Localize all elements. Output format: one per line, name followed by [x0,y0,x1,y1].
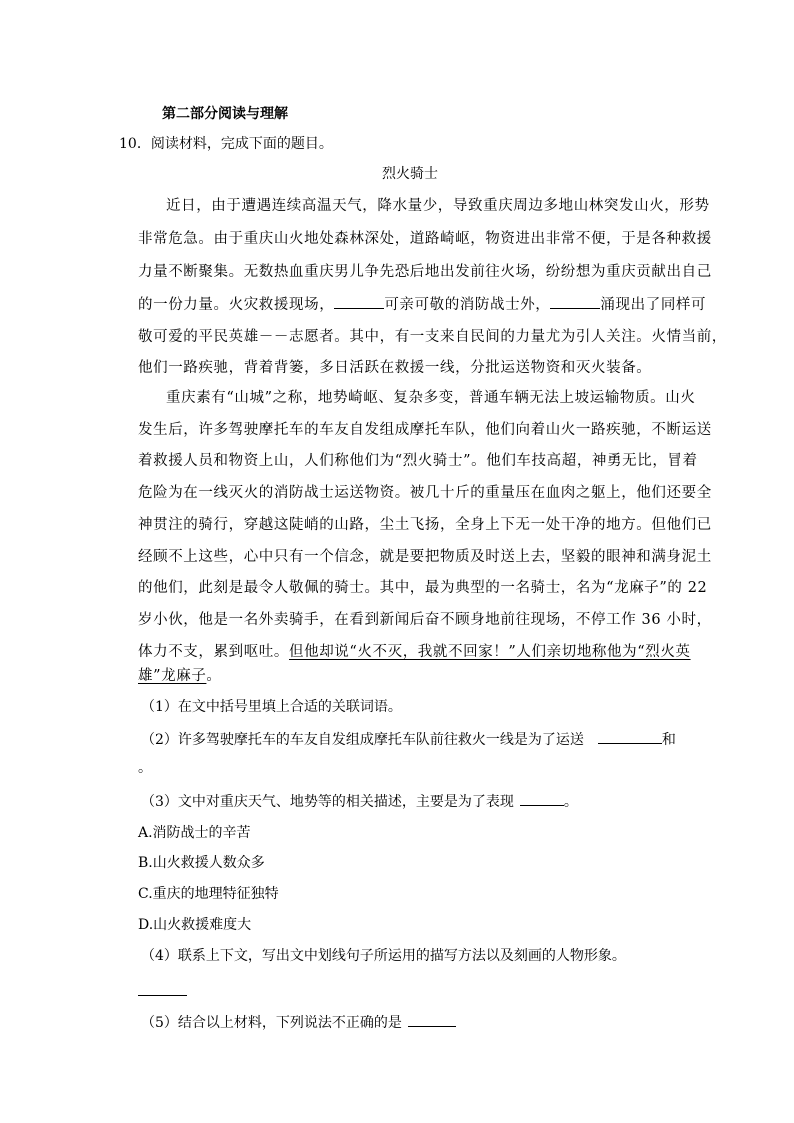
article-title: 烈火骑士 [382,166,438,182]
article-line: 雄”龙麻子。 [138,668,222,684]
underlined-sentence: 雄”龙麻子 [138,668,207,684]
answer-blank[interactable] [408,1012,456,1027]
question-header [119,134,333,154]
article-line: 非常危急。由于重庆山火地处森林深处，道路崎岖，物资进出非常不便，于是各种救援 [138,231,712,247]
article-line: 他们一路疾驰，背着背篓，多日活跃在救援一线，分批运送物资和灭火装备。 [138,360,652,376]
article-line: 体力不支，累到呕吐。但他却说“火不灭，我就不回家！”人们亲切地称他为“烈火英 [138,644,691,660]
answer-blank[interactable] [520,791,564,806]
article-line: 力量不断聚集。无数热血重庆男儿争先恐后地出发前往火场，纷纷想为重庆贡献出自己 [138,264,712,280]
underlined-sentence: 但他却说“火不灭，我就不回家！”人们亲切地称他为“烈火英 [289,644,691,660]
question-prompt: 阅读材料，完成下面的题目。 [150,136,333,152]
subquestion-1: （1）在文中括号里填上合适的关联词语。 [141,699,402,715]
article-line: 经顾不上这些，心中只有一个信念，就是要把物质及时送上去，坚毅的眼神和满身泥土 [138,549,712,565]
article-line: 的一份力量。火灾救援现场， 可亲可敬的消防战士外， 涌现出了同样可 [138,294,698,315]
fill-blank[interactable] [550,294,600,309]
subquestion-3: （3）文中对重庆天气、地势等的相关描述，主要是为了表现 。 [141,791,578,812]
option-c[interactable]: C.重庆的地理特征独特 [138,886,279,902]
subquestion-4: （4）联系上下文，写出文中划线句子所运用的描写方法以及刻画的人物形象。 [141,948,626,964]
article-line: 重庆素有“山城”之称，地势崎岖、复杂多变，普通车辆无法上坡运输物质。山火 [166,390,696,406]
answer-blank[interactable] [598,729,662,744]
answer-blank[interactable] [138,981,187,996]
article-line: 发生后，许多驾驶摩托车的车友自发组成摩托车队，他们向着山火一路疾驰，不断运送 [138,422,712,438]
subquestion-2-end: 。 [138,760,152,776]
section-title: 第二部分阅读与理解 [162,106,288,122]
option-d[interactable]: D.山火救援难度大 [138,917,252,933]
subquestion-5: （5）结合以上材料，下列说法不正确的是 [141,1012,456,1033]
article-line: 危险为在一线灭火的消防战士运送物资。被几十斤的重量压在血肉之躯上，他们还要全 [138,485,712,501]
article-line: 岁小伙，他是一名外卖骑手，在看到新闻后奋不顾身地前往现场，不停工作 36 小时， [138,612,712,628]
article-line: 的他们，此刻是最令人敬佩的骑士。其中，最为典型的一名骑士，名为“龙麻子”的 22 [138,580,708,596]
article-line: 敬可爱的平民英雄－－志愿者。其中，有一支来自民间的力量尤为引人关注。火情当前， [138,329,727,345]
option-a[interactable]: A.消防战士的辛苦 [138,825,251,841]
article-line: 近日，由于遭遇连续高温天气，降水量少，导致重庆周边多地山林突发山火，形势 [166,198,710,214]
option-b[interactable]: B.山火救援人数众多 [138,855,265,871]
fill-blank[interactable] [334,294,384,309]
article-line: 着救援人员和物资上山，人们称他们为“烈火骑士”。他们车技高超，神勇无比，冒着 [138,453,698,469]
question-number: 10． [119,136,151,152]
subquestion-2: （2）许多驾驶摩托车的车友自发组成摩托车队前往救火一线是为了运送 和 [141,729,676,750]
article-line: 神贯注的骑行，穿越这陡峭的山路，尘土飞扬，全身上下无一处干净的地方。但他们已 [138,517,712,533]
